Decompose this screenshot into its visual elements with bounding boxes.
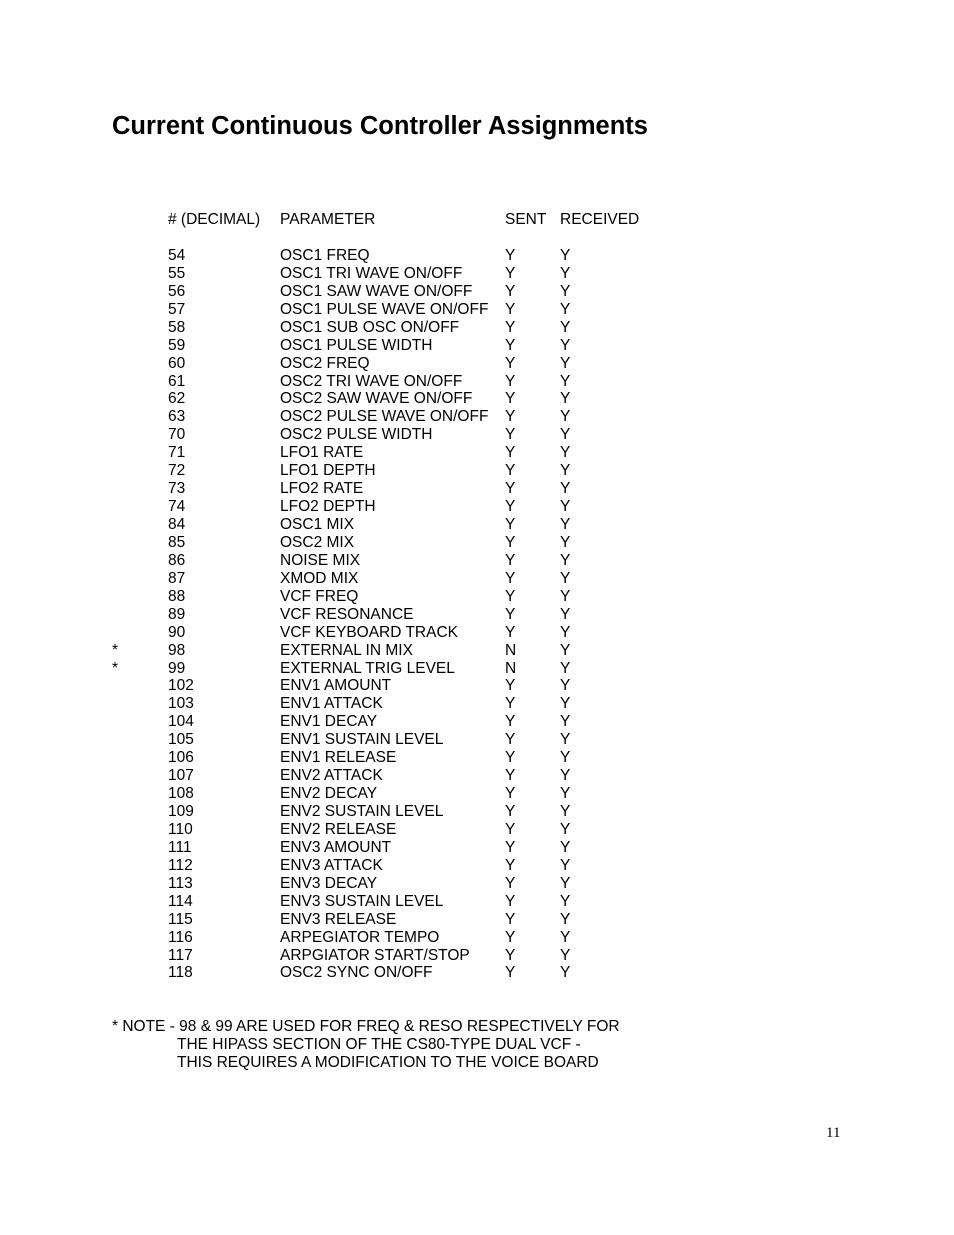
parameter-name: ENV1 DECAY bbox=[280, 713, 378, 731]
received-flag: Y bbox=[560, 569, 571, 587]
parameter-name: NOISE MIX bbox=[280, 551, 361, 569]
parameter-name: OSC1 SAW WAVE ON/OFF bbox=[280, 282, 473, 300]
sent-flag: Y bbox=[505, 462, 516, 480]
parameter-name: ENV3 AMOUNT bbox=[280, 838, 392, 856]
received-flag: Y bbox=[560, 300, 571, 318]
parameter-name: ARPEGIATOR TEMPO bbox=[280, 928, 440, 946]
sent-flag: Y bbox=[505, 946, 516, 964]
controller-number: 56 bbox=[168, 282, 186, 300]
received-flag: Y bbox=[560, 551, 571, 569]
parameter-name: LFO2 RATE bbox=[280, 480, 364, 498]
received-flag: Y bbox=[560, 444, 571, 462]
received-flag: Y bbox=[560, 928, 571, 946]
controller-number: 71 bbox=[168, 444, 186, 462]
parameter-name: ENV1 SUSTAIN LEVEL bbox=[280, 731, 444, 749]
sent-flag: Y bbox=[505, 838, 516, 856]
sent-flag: Y bbox=[505, 713, 516, 731]
footnote bbox=[112, 1018, 620, 1072]
controller-number: 58 bbox=[168, 318, 186, 336]
controller-number: 89 bbox=[168, 605, 186, 623]
footnote-line: THIS REQUIRES A MODIFICATION TO THE VOICE BOARD bbox=[177, 1054, 599, 1071]
controller-number: 55 bbox=[168, 264, 186, 282]
parameter-name: OSC1 TRI WAVE ON/OFF bbox=[280, 264, 463, 282]
parameter-name: OSC1 PULSE WAVE ON/OFF bbox=[280, 300, 489, 318]
parameter-name: ENV1 ATTACK bbox=[280, 695, 383, 713]
controller-number: 86 bbox=[168, 551, 186, 569]
sent-flag: Y bbox=[505, 372, 516, 390]
sent-flag: Y bbox=[505, 551, 516, 569]
controller-number: 111 bbox=[168, 838, 192, 856]
sent-flag: Y bbox=[505, 587, 516, 605]
controller-number: 63 bbox=[168, 408, 186, 426]
footnote-line: THE HIPASS SECTION OF THE CS80-TYPE DUAL VCF - bbox=[177, 1036, 581, 1053]
controller-number: 62 bbox=[168, 390, 186, 408]
sent-flag: Y bbox=[505, 246, 516, 264]
parameter-name: ENV3 ATTACK bbox=[280, 856, 383, 874]
received-flag: Y bbox=[560, 641, 571, 659]
received-flag: Y bbox=[560, 336, 571, 354]
parameter-name: ENV3 DECAY bbox=[280, 874, 378, 892]
sent-flag: Y bbox=[505, 623, 516, 641]
controller-number: 109 bbox=[168, 803, 194, 820]
parameter-name: OSC1 SUB OSC ON/OFF bbox=[280, 318, 460, 336]
sent-flag: Y bbox=[505, 318, 516, 336]
page-title: Current Continuous Controller Assignments bbox=[112, 112, 648, 140]
controller-number: 57 bbox=[168, 300, 186, 318]
sent-flag: Y bbox=[505, 264, 516, 282]
parameter-name: XMOD MIX bbox=[280, 569, 359, 587]
controller-number: 60 bbox=[168, 354, 186, 372]
parameter-name: ENV2 RELEASE bbox=[280, 820, 397, 838]
received-flag: Y bbox=[560, 713, 571, 731]
controller-number: 72 bbox=[168, 462, 186, 480]
received-flag: Y bbox=[560, 856, 571, 874]
received-flag: Y bbox=[560, 264, 571, 282]
controller-number: 115 bbox=[168, 910, 193, 928]
parameter-name: OSC1 MIX bbox=[280, 516, 355, 533]
sent-flag: Y bbox=[505, 892, 516, 910]
received-flag: Y bbox=[560, 605, 571, 623]
sent-flag: Y bbox=[505, 803, 516, 820]
parameter-name: OSC2 SYNC ON/OFF bbox=[280, 964, 433, 982]
sent-flag: Y bbox=[505, 336, 516, 354]
controller-number: 102 bbox=[168, 677, 194, 695]
sent-flag: Y bbox=[505, 731, 516, 749]
received-flag: Y bbox=[560, 874, 571, 892]
sent-flag: Y bbox=[505, 354, 516, 372]
received-flag: Y bbox=[560, 533, 571, 551]
controller-number: 103 bbox=[168, 695, 194, 713]
controller-number: 70 bbox=[168, 426, 186, 444]
parameter-name: VCF KEYBOARD TRACK bbox=[280, 623, 459, 641]
received-flag: Y bbox=[560, 282, 571, 300]
controller-number: 54 bbox=[168, 246, 186, 264]
controller-number: 98 bbox=[168, 641, 186, 659]
received-flag: Y bbox=[560, 820, 571, 838]
received-flag: Y bbox=[560, 749, 571, 767]
controller-number: 85 bbox=[168, 533, 186, 551]
parameter-name: EXTERNAL IN MIX bbox=[280, 641, 413, 659]
parameter-name: OSC1 FREQ bbox=[280, 246, 370, 264]
received-flag: Y bbox=[560, 659, 571, 677]
controller-number: 112 bbox=[168, 856, 193, 874]
received-flag: Y bbox=[560, 910, 571, 928]
parameter-name: ENV1 RELEASE bbox=[280, 749, 397, 767]
controller-number: 88 bbox=[168, 587, 186, 605]
received-flag: Y bbox=[560, 587, 571, 605]
parameter-name: OSC1 PULSE WIDTH bbox=[280, 336, 433, 354]
controller-number: 110 bbox=[168, 820, 193, 838]
sent-flag: N bbox=[505, 659, 517, 677]
row-mark: * bbox=[112, 659, 119, 677]
sent-flag: Y bbox=[505, 695, 516, 713]
controller-number: 90 bbox=[168, 623, 186, 641]
received-flag: Y bbox=[560, 803, 571, 820]
parameter-name: ENV3 SUSTAIN LEVEL bbox=[280, 892, 444, 910]
received-flag: Y bbox=[560, 462, 571, 480]
controller-number: 113 bbox=[168, 874, 193, 892]
sent-flag: Y bbox=[505, 785, 516, 803]
received-flag: Y bbox=[560, 498, 571, 516]
parameter-name: LFO1 DEPTH bbox=[280, 462, 376, 480]
parameter-name: ENV1 AMOUNT bbox=[280, 677, 392, 695]
received-flag: Y bbox=[560, 731, 571, 749]
received-flag: Y bbox=[560, 372, 571, 390]
parameter-name: ARPGIATOR START/STOP bbox=[280, 946, 470, 964]
parameter-name: LFO1 RATE bbox=[280, 444, 364, 462]
sent-flag: Y bbox=[505, 677, 516, 695]
sent-flag: Y bbox=[505, 533, 516, 551]
sent-flag: Y bbox=[505, 964, 516, 982]
received-flag: Y bbox=[560, 246, 571, 264]
sent-flag: Y bbox=[505, 605, 516, 623]
controller-number: 74 bbox=[168, 498, 186, 516]
sent-flag: N bbox=[505, 641, 517, 659]
received-flag: Y bbox=[560, 767, 571, 785]
received-flag: Y bbox=[560, 426, 571, 444]
received-flag: Y bbox=[560, 964, 571, 982]
received-flag: Y bbox=[560, 318, 571, 336]
header-received: RECEIVED bbox=[560, 211, 640, 228]
sent-flag: Y bbox=[505, 444, 516, 462]
row-mark: * bbox=[112, 641, 119, 659]
received-flag: Y bbox=[560, 838, 571, 856]
controller-number: 118 bbox=[168, 964, 193, 982]
controller-number: 107 bbox=[168, 767, 194, 785]
received-flag: Y bbox=[560, 946, 571, 964]
controller-number: 106 bbox=[168, 749, 194, 767]
controller-number: 59 bbox=[168, 336, 186, 354]
sent-flag: Y bbox=[505, 516, 516, 533]
sent-flag: Y bbox=[505, 498, 516, 516]
sent-flag: Y bbox=[505, 426, 516, 444]
parameter-name: VCF RESONANCE bbox=[280, 605, 414, 623]
received-flag: Y bbox=[560, 695, 571, 713]
received-flag: Y bbox=[560, 408, 571, 426]
parameter-name: ENV2 DECAY bbox=[280, 785, 378, 803]
received-flag: Y bbox=[560, 785, 571, 803]
sent-flag: Y bbox=[505, 910, 516, 928]
sent-flag: Y bbox=[505, 300, 516, 318]
parameter-name: OSC2 FREQ bbox=[280, 354, 370, 372]
controller-number: 104 bbox=[168, 713, 194, 731]
parameter-name: ENV2 ATTACK bbox=[280, 767, 383, 785]
footnote-line: * NOTE - 98 & 99 ARE USED FOR FREQ & RESO RESPECTIVELY FOR bbox=[112, 1018, 620, 1035]
sent-flag: Y bbox=[505, 282, 516, 300]
received-flag: Y bbox=[560, 892, 571, 910]
received-flag: Y bbox=[560, 354, 571, 372]
sent-flag: Y bbox=[505, 408, 516, 426]
page-number: 11 bbox=[826, 1125, 841, 1141]
parameter-name: OSC2 PULSE WIDTH bbox=[280, 426, 433, 444]
received-flag: Y bbox=[560, 390, 571, 408]
parameter-name: OSC2 TRI WAVE ON/OFF bbox=[280, 372, 463, 390]
received-flag: Y bbox=[560, 480, 571, 498]
parameter-name: VCF FREQ bbox=[280, 587, 359, 605]
parameter-name: ENV2 SUSTAIN LEVEL bbox=[280, 803, 444, 820]
received-flag: Y bbox=[560, 623, 571, 641]
sent-flag: Y bbox=[505, 390, 516, 408]
controller-number: 114 bbox=[168, 892, 193, 910]
controller-number: 73 bbox=[168, 480, 186, 498]
controller-number: 105 bbox=[168, 731, 194, 749]
sent-flag: Y bbox=[505, 928, 516, 946]
sent-flag: Y bbox=[505, 820, 516, 838]
header-number: # (DECIMAL) bbox=[168, 211, 261, 228]
parameter-name: ENV3 RELEASE bbox=[280, 910, 397, 928]
controller-number: 61 bbox=[168, 372, 186, 390]
header-parameter: PARAMETER bbox=[280, 211, 376, 228]
parameter-name: LFO2 DEPTH bbox=[280, 498, 376, 516]
parameter-name: OSC2 SAW WAVE ON/OFF bbox=[280, 390, 473, 408]
received-flag: Y bbox=[560, 516, 571, 533]
parameter-name: EXTERNAL TRIG LEVEL bbox=[280, 659, 455, 677]
received-flag: Y bbox=[560, 677, 571, 695]
parameter-name: OSC2 PULSE WAVE ON/OFF bbox=[280, 408, 489, 426]
parameter-name: OSC2 MIX bbox=[280, 533, 355, 551]
sent-flag: Y bbox=[505, 480, 516, 498]
controller-number: 87 bbox=[168, 569, 186, 587]
sent-flag: Y bbox=[505, 856, 516, 874]
header-sent: SENT bbox=[505, 211, 547, 228]
controller-number: 84 bbox=[168, 516, 186, 533]
controller-number: 116 bbox=[168, 928, 193, 946]
controller-number: 117 bbox=[168, 946, 193, 964]
sent-flag: Y bbox=[505, 767, 516, 785]
sent-flag: Y bbox=[505, 874, 516, 892]
controller-number: 99 bbox=[168, 659, 186, 677]
sent-flag: Y bbox=[505, 569, 516, 587]
sent-flag: Y bbox=[505, 749, 516, 767]
controller-number: 108 bbox=[168, 785, 194, 803]
